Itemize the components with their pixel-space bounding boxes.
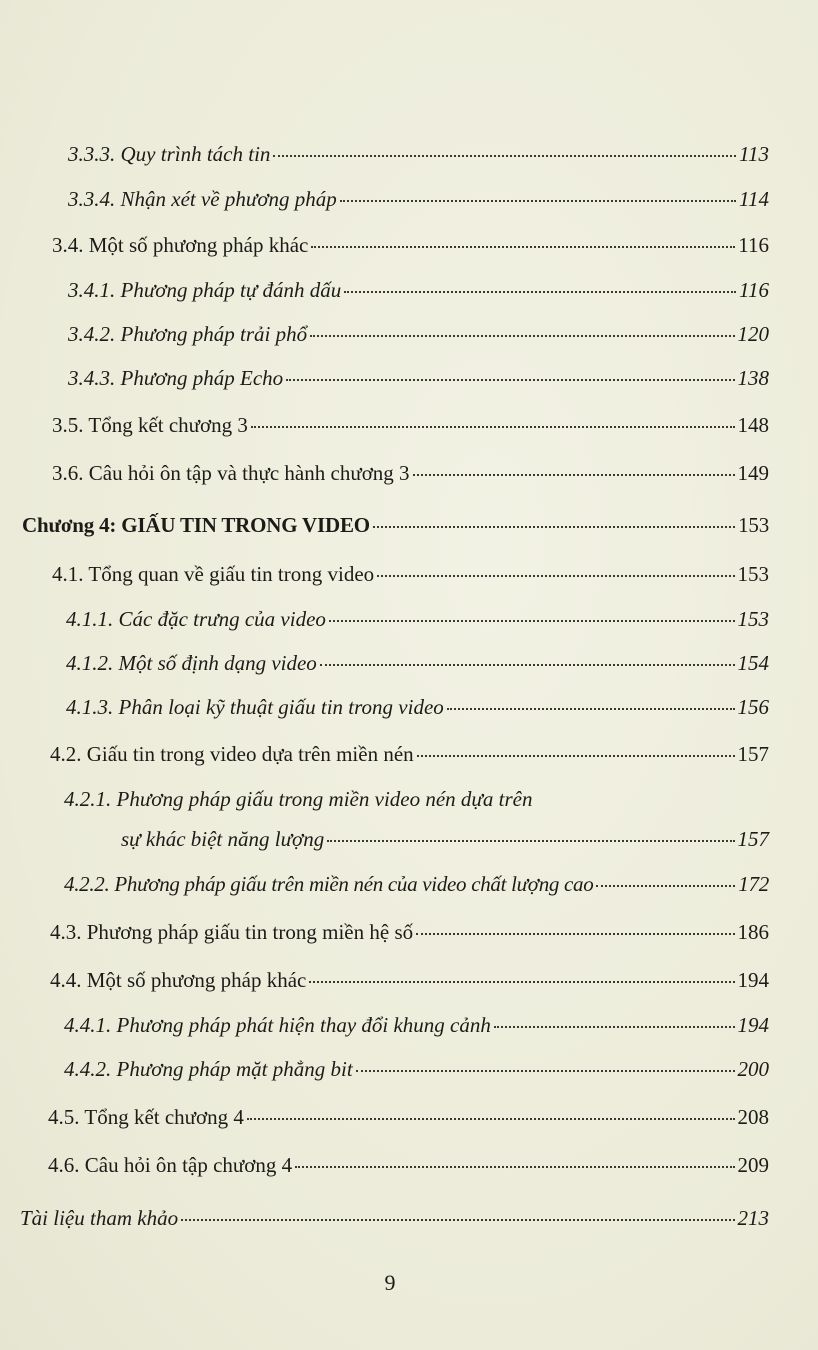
toc-entry-title: 4.1.2. Một số định dạng video — [66, 651, 317, 675]
dot-leader — [416, 933, 734, 935]
toc-entry-4-6 — [48, 1153, 769, 1178]
toc-entry-3-3-4 — [68, 187, 769, 212]
page-number: 9 — [384, 1270, 396, 1295]
dot-leader — [596, 885, 735, 887]
toc-entry-chapter-4 — [22, 513, 769, 538]
toc-page-number: 138 — [737, 366, 769, 390]
toc-entry-title: 3.6. Câu hỏi ôn tập và thực hành chương 3 — [52, 461, 410, 485]
toc-entry-title: Chương 4: GIẤU TIN TRONG VIDEO — [22, 513, 370, 537]
toc-entry-4-1-1 — [66, 607, 769, 632]
toc-entry-title: 4.3. Phương pháp giấu tin trong miền hệ số — [50, 920, 414, 944]
toc-entry-title: 4.5. Tổng kết chương 4 — [48, 1105, 244, 1129]
dot-leader — [447, 708, 735, 710]
toc-entry-title: 3.3.4. Nhận xét về phương pháp — [68, 187, 337, 211]
toc-entry-title: 3.3.3. Quy trình tách tin — [68, 142, 271, 166]
dot-leader — [181, 1219, 734, 1221]
toc-page-number: 157 — [737, 827, 769, 851]
dot-leader — [327, 840, 734, 842]
toc-entry-title: Tài liệu tham khảo — [20, 1206, 179, 1230]
dot-leader — [309, 981, 734, 983]
toc-entry-3-4 — [52, 233, 769, 258]
dot-leader — [311, 246, 735, 248]
toc-entry-title: 3.4. Một số phương pháp khác — [52, 233, 309, 257]
toc-entry-title: 4.4.1. Phương pháp phát hiện thay đổi khung cảnh — [64, 1013, 491, 1037]
toc-entry-title: 4.4.2. Phương pháp mặt phẳng bit — [64, 1057, 353, 1081]
toc-page-number: 208 — [737, 1105, 769, 1129]
toc-page-number: 116 — [738, 233, 769, 257]
toc-entry-title: 3.4.1. Phương pháp tự đánh dấu — [68, 278, 342, 302]
toc-page-number: 194 — [737, 968, 769, 992]
toc-entry-3-6 — [52, 461, 769, 486]
toc-entry-references — [20, 1206, 769, 1231]
toc-page-number: 157 — [737, 742, 769, 766]
toc-page-number: 153 — [737, 607, 769, 631]
dot-leader — [417, 755, 735, 757]
toc-entry-4-4-1 — [64, 1013, 769, 1038]
toc-entry-4-5 — [48, 1105, 769, 1130]
toc-entry-title: sự khác biệt năng lượng — [121, 827, 325, 851]
toc-entry-title: 4.1.1. Các đặc trưng của video — [66, 607, 326, 631]
toc-page-number: 200 — [737, 1057, 769, 1081]
toc-page-number: 149 — [737, 461, 769, 485]
toc-page-number: 172 — [738, 872, 769, 896]
dot-leader — [286, 379, 734, 381]
dot-leader — [251, 426, 735, 428]
dot-leader — [340, 200, 736, 202]
dot-leader — [344, 291, 736, 293]
dot-leader — [373, 526, 735, 528]
toc-entry-4-1 — [52, 562, 769, 587]
toc-page-number: 148 — [737, 413, 769, 437]
toc-page-number: 116 — [739, 278, 769, 302]
toc-page-number: 209 — [737, 1153, 769, 1177]
toc-page-number: 194 — [737, 1013, 769, 1037]
toc-entry-4-1-2 — [66, 651, 769, 676]
toc-entry-4-1-3 — [66, 695, 769, 720]
toc-entry-3-4-1 — [68, 278, 769, 303]
toc-entry-title: 4.6. Câu hỏi ôn tập chương 4 — [48, 1153, 293, 1177]
toc-entry-4-3 — [50, 920, 769, 945]
toc-page-number: 156 — [737, 695, 769, 719]
dot-leader — [329, 620, 735, 622]
toc-page-number: 114 — [739, 187, 769, 211]
toc-page-number: 113 — [739, 142, 769, 166]
dot-leader — [310, 335, 734, 337]
toc-page-number: 186 — [737, 920, 769, 944]
toc-page-number: 120 — [737, 322, 769, 346]
toc-entry-title: 3.4.2. Phương pháp trải phổ — [68, 322, 308, 346]
toc-entry-3-3-3 — [68, 142, 769, 167]
dot-leader — [295, 1166, 734, 1168]
toc-page-number: 154 — [737, 651, 769, 675]
toc-entry-3-4-3 — [68, 366, 769, 391]
toc-entry-4-2-2 — [64, 872, 769, 897]
toc-entry-title: 4.2.2. Phương pháp giấu trên miền nén của video chất lượng cao — [64, 872, 594, 896]
toc-entry-title: 4.2. Giấu tin trong video dựa trên miền nén — [50, 742, 414, 766]
toc-entry-title: 4.1. Tổng quan về giấu tin trong video — [52, 562, 375, 586]
toc-entry-4-2-1-first-line: 4.2.1. Phương pháp giấu trong miền video nén dựa trên — [64, 787, 533, 811]
dot-leader — [247, 1118, 735, 1120]
toc-page-number: 153 — [738, 513, 769, 537]
toc-entry-title: 3.5. Tổng kết chương 3 — [52, 413, 248, 437]
toc-entry-3-5 — [52, 413, 769, 438]
dot-leader — [273, 155, 736, 157]
dot-leader — [494, 1026, 735, 1028]
toc-entry-title: 4.1.3. Phân loại kỹ thuật giấu tin trong video — [66, 695, 444, 719]
toc-entry-4-4 — [50, 968, 769, 993]
toc-entry-4-4-2 — [64, 1057, 769, 1082]
toc-entry-4-2-1 — [121, 827, 769, 852]
toc-page-number: 213 — [737, 1206, 769, 1230]
dot-leader — [413, 474, 735, 476]
toc-entry-title: 4.4. Một số phương pháp khác — [50, 968, 307, 992]
toc-entry-4-2 — [50, 742, 769, 767]
dot-leader — [377, 575, 734, 577]
toc-page-number: 153 — [737, 562, 769, 586]
toc-entry-title: 3.4.3. Phương pháp Echo — [68, 366, 284, 390]
dot-leader — [356, 1070, 735, 1072]
dot-leader — [320, 664, 735, 666]
toc-entry-3-4-2 — [68, 322, 769, 347]
